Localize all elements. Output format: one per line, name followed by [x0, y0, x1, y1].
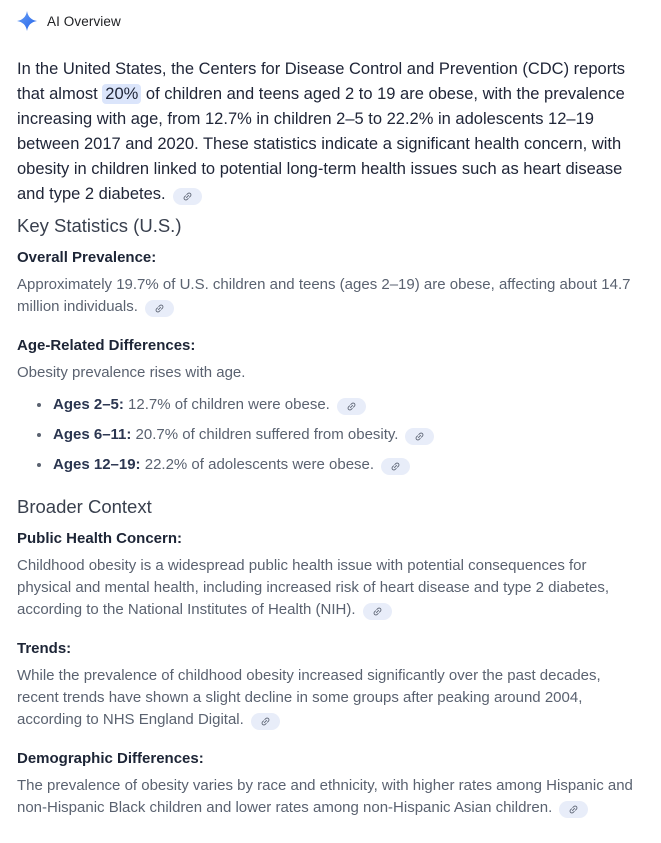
source-link-chip[interactable]: [405, 428, 434, 445]
bullet-label: Ages 2–5:: [53, 396, 124, 413]
paragraph-text: The prevalence of obesity varies by race and ethnicity, with higher rates among Hispanic and non-Hispanic Black children and lower rates among non-Hispanic Asian children.: [17, 777, 633, 816]
intro-text: In the United States, the Centers for Disease Control and Prevention (CDC) reports that almost: [17, 60, 626, 103]
list-item-ages-2-5: [33, 394, 644, 416]
sub-heading-trends: Trends:: [17, 640, 72, 657]
overall-prevalence-paragraph: [17, 274, 642, 318]
age-related-intro-paragraph: [17, 362, 642, 384]
ai-overview-title: AI Overview: [47, 13, 121, 29]
intro-paragraph: [17, 57, 642, 207]
public-health-concern-paragraph: [17, 555, 642, 621]
source-link-chip[interactable]: [173, 188, 202, 205]
list-item-ages-12-19: [33, 454, 644, 476]
paragraph-text: While the prevalence of childhood obesity increased significantly over the past decades, recent trends have shown a slight decline in some groups after peaking around 2004, according to NHS England Digital.: [17, 667, 601, 728]
bullet-label: Ages 6–11:: [53, 426, 132, 443]
bullet-text: 20.7% of children suffered from obesity.: [131, 426, 399, 443]
ai-overview-header: [17, 10, 644, 32]
paragraph-text: Approximately 19.7% of U.S. children and teens (ages 2–19) are obese, affecting about 14.7 million individuals.: [17, 276, 631, 315]
source-link-chip[interactable]: [381, 458, 410, 475]
source-link-chip[interactable]: [363, 603, 392, 620]
trends-paragraph: [17, 665, 642, 731]
sub-heading-overall-prevalence: Overall Prevalence:: [17, 249, 157, 266]
link-icon: [260, 716, 271, 727]
link-icon: [390, 461, 401, 472]
paragraph-text: Childhood obesity is a widespread public health issue with potential consequences for physical and mental health, including increased risk of heart disease and type 2 diabetes, according to the National Institutes of Health (NIH).: [17, 557, 610, 618]
list-item-ages-6-11: [33, 424, 644, 446]
source-link-chip[interactable]: [337, 398, 366, 415]
bullet-label: Ages 12–19:: [53, 456, 141, 473]
link-icon: [182, 191, 193, 202]
link-icon: [372, 606, 383, 617]
age-bullet-list: [17, 394, 644, 476]
link-icon: [414, 431, 425, 442]
sub-heading-demographic-differences: Demographic Differences:: [17, 750, 204, 767]
sub-heading-age-related-differences: Age-Related Differences:: [17, 337, 196, 354]
intro-text-continued: of children and teens aged 2 to 19 are obese, with the prevalence increasing with age, from 12.7% in children 2–5 to 22.2% in adolescents 12–19 between 2017 and 2020. These statistics indicate a significant health concern, with obesity in children linked to potential long-term health issues such as heart disease and type 2 diabetes.: [17, 85, 625, 203]
paragraph-text: Obesity prevalence rises with age.: [17, 364, 246, 381]
source-link-chip[interactable]: [251, 713, 280, 730]
demographic-differences-paragraph: [17, 775, 642, 819]
bullet-text: 12.7% of children were obese.: [123, 396, 330, 413]
link-icon: [568, 804, 579, 815]
bullet-text: 22.2% of adolescents were obese.: [140, 456, 375, 473]
section-heading-key-statistics: Key Statistics (U.S.): [17, 215, 182, 236]
sub-heading-public-health-concern: Public Health Concern:: [17, 530, 183, 547]
link-icon: [154, 303, 165, 314]
link-icon: [346, 401, 357, 412]
ai-sparkle-icon: [17, 11, 37, 31]
source-link-chip[interactable]: [145, 300, 174, 317]
source-link-chip[interactable]: [559, 801, 588, 818]
highlighted-stat[interactable]: 20%: [102, 84, 141, 104]
section-heading-broader-context: Broader Context: [17, 496, 152, 517]
